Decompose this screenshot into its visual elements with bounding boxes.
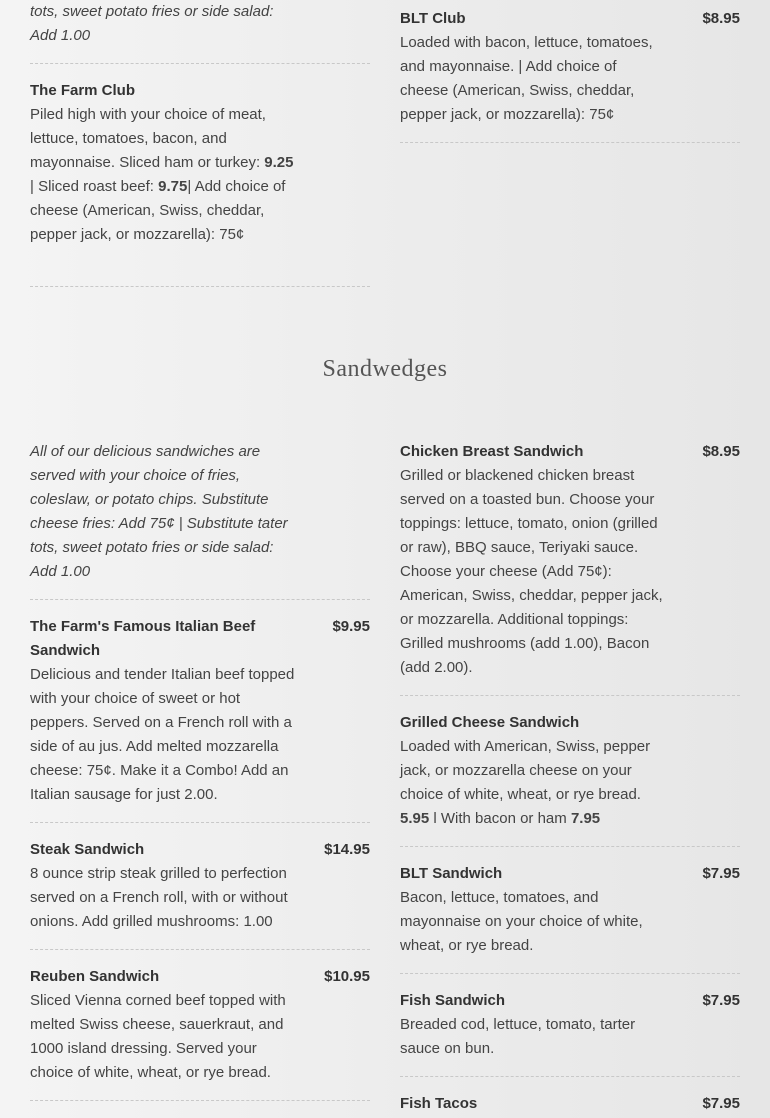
menu-item-fish-tacos (400, 1092, 740, 1116)
menu-item-chicken-breast (400, 440, 740, 680)
item-price: $8.95 (702, 443, 740, 460)
divider (30, 822, 370, 823)
item-name: Steak Sandwich (30, 841, 145, 858)
item-name: The Farm's Famous Italian Beef Sandwich (30, 618, 256, 659)
menu-item-grilled-cheese (400, 711, 740, 831)
divider (30, 949, 370, 950)
item-description: Loaded with American, Swiss, pepper jack, or mozzarella cheese on your choice of white, wheat, or rye bread. (400, 738, 651, 803)
menu-item-steak (30, 838, 370, 934)
menu-item-blt-club (400, 7, 740, 127)
menu-item-fish-sandwich (400, 989, 740, 1061)
divider (400, 1076, 740, 1077)
divider (30, 63, 370, 64)
item-price: $7.95 (702, 992, 740, 1009)
intro-note-tail (30, 0, 370, 48)
intro-note-text: All of our delicious sandwiches are served with your choice of fries, coleslaw, or potato chips. Substitute cheese fries: Add 75¢ | Substitute tater tots, sweet potato fries or side salad: Add 1.00 (30, 443, 288, 580)
item-price: $7.95 (702, 1095, 740, 1112)
menu-item-italian-beef (30, 615, 370, 807)
item-description: Sliced Vienna corned beef topped with melted Swiss cheese, sauerkraut, and 1000 island dressing. Served your choice of white, wheat, or rye bread. (30, 992, 286, 1081)
item-description: Loaded with bacon, lettuce, tomatoes, and mayonnaise. | Add choice of cheese (American, Swiss, cheddar, pepper jack, or mozzarella): 75¢ (400, 34, 653, 123)
divider (400, 973, 740, 974)
desc-part: l With bacon or ham (429, 810, 571, 827)
item-name: Fish Tacos (400, 1095, 478, 1112)
item-price-line (400, 807, 740, 831)
item-name: Chicken Breast Sandwich (400, 443, 584, 460)
item-description: 8 ounce strip steak grilled to perfection served on a French roll, with or without onions. Add grilled mushrooms: 1.00 (30, 865, 288, 930)
intro-note-line2: Add 1.00 (30, 27, 91, 44)
item-name: Reuben Sandwich (30, 968, 160, 985)
desc-part: | Add choice of cheese (American, Swiss, cheddar, pepper jack, or mozzarella): 75¢ (30, 178, 286, 243)
item-name: Grilled Cheese Sandwich (400, 714, 580, 731)
item-description: Breaded cod, lettuce, tomato, tarter sauce on bun. (400, 1016, 636, 1057)
item-description: Grilled or blackened chicken breast served on a toasted bun. Choose your toppings: lettuce, tomato, onion (grilled or raw), BBQ sauce, Teriyaki sauce. Choose your cheese (Add 75¢): American, Swiss, cheddar, pepper jack, or mozzarella. Additional toppings: Grilled mushrooms (add 1.00), Bacon (add 2.00). (400, 467, 663, 676)
menu-item-blt (400, 862, 740, 958)
item-price: $14.95 (324, 841, 370, 858)
item-description: Bacon, lettuce, tomatoes, and mayonnaise on your choice of white, wheat, or rye bread. (400, 889, 643, 954)
price-with-bacon: 7.95 (570, 810, 601, 827)
item-price: $7.95 (702, 865, 740, 882)
divider (30, 1100, 370, 1101)
menu-item-reuben (30, 965, 370, 1085)
item-price: $9.95 (332, 618, 370, 635)
divider (30, 286, 370, 287)
price-ham-turkey: 9.25 (264, 154, 294, 171)
item-name: BLT Sandwich (400, 865, 503, 882)
item-name: BLT Club (400, 10, 466, 27)
divider (400, 142, 740, 143)
intro-note-line1: tots, sweet potato fries or side salad: (30, 3, 274, 20)
intro-note (30, 440, 370, 584)
item-name: The Farm Club (30, 82, 136, 99)
item-price: $8.95 (702, 10, 740, 27)
desc-part: Piled high with your choice of meat, lettuce, tomatoes, bacon, and mayonnaise. Sliced ham or turkey: (30, 106, 266, 171)
price-roast-beef: 9.75 (158, 178, 188, 195)
item-description: Delicious and tender Italian beef topped with your choice of sweet or hot peppers. Served on a French roll with a side of au jus. Add melted mozzarella cheese: 75¢. Make it a Combo! Add an Italian sausage for just 2.00. (30, 666, 295, 803)
section-heading: Sandwedges (322, 356, 448, 382)
menu-item-farm-club (30, 79, 370, 247)
divider (400, 695, 740, 696)
item-price: $10.95 (324, 968, 370, 985)
divider (30, 599, 370, 600)
item-description (30, 103, 298, 247)
divider (400, 846, 740, 847)
item-name: Fish Sandwich (400, 992, 506, 1009)
desc-part: | Sliced roast beef: (30, 178, 159, 195)
price-plain: 5.95 (400, 810, 430, 827)
